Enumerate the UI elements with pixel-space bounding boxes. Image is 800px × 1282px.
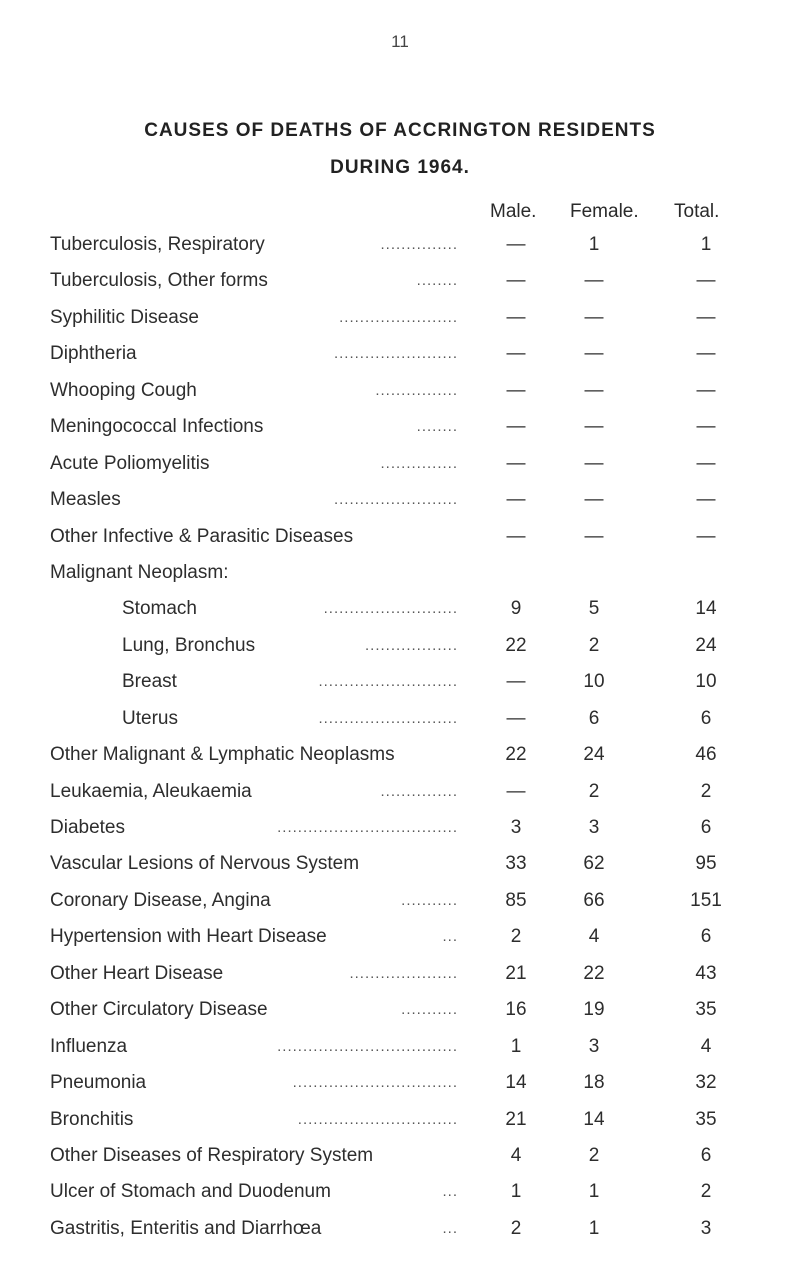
cause-label: Syphilitic Disease xyxy=(50,306,199,328)
male-count: — xyxy=(506,270,526,292)
table-row xyxy=(0,519,800,555)
column-header-row xyxy=(0,201,800,227)
male-count: 2 xyxy=(510,1217,522,1239)
cause-label: Uterus xyxy=(122,707,178,729)
dot-leader: ... xyxy=(442,1183,458,1201)
table-row xyxy=(0,810,800,846)
cause-label: Ulcer of Stomach and Duodenum xyxy=(50,1181,331,1203)
cause-label: Influenza xyxy=(50,1035,128,1057)
total-count: 14 xyxy=(695,598,717,620)
total-count: 1 xyxy=(700,234,712,255)
dot-leader: ................................... xyxy=(277,1037,458,1055)
table-row xyxy=(0,1065,800,1101)
table-row xyxy=(0,263,800,299)
female-count: 66 xyxy=(583,889,605,911)
total-count: — xyxy=(696,306,716,328)
male-count: 1 xyxy=(510,1035,522,1057)
table-row xyxy=(0,1102,800,1138)
table-row xyxy=(0,300,800,336)
total-count: 10 xyxy=(695,671,717,693)
male-count: — xyxy=(506,306,526,328)
female-count: — xyxy=(584,416,604,438)
table-row xyxy=(0,919,800,955)
female-count: 2 xyxy=(588,1144,600,1166)
total-count: — xyxy=(696,379,716,401)
cause-label: Whooping Cough xyxy=(50,379,197,401)
table-row xyxy=(0,336,800,372)
column-header-male: Male. xyxy=(490,201,537,222)
female-count: 1 xyxy=(588,1217,600,1239)
female-count: 22 xyxy=(583,962,605,984)
column-header-total: Total. xyxy=(674,201,720,222)
cause-label: Breast xyxy=(122,671,177,693)
total-count: — xyxy=(696,416,716,438)
table-row xyxy=(0,1029,800,1065)
cause-label: Diabetes xyxy=(50,817,125,838)
cause-label: Other Diseases of Respiratory System xyxy=(50,1144,374,1166)
total-count: 35 xyxy=(695,999,717,1021)
cause-label: Hypertension with Heart Disease xyxy=(50,926,327,948)
dot-leader: ............... xyxy=(380,236,458,253)
dot-leader: ..................... xyxy=(349,964,458,982)
cause-label: Measles xyxy=(50,489,121,511)
page-subtitle: DURING 1964. xyxy=(330,157,470,178)
table-row xyxy=(0,664,800,700)
male-count: 4 xyxy=(510,1144,522,1166)
table-row xyxy=(0,701,800,737)
male-count: — xyxy=(506,343,526,365)
total-count: 6 xyxy=(700,926,712,948)
total-count: 24 xyxy=(695,634,717,656)
female-count: 2 xyxy=(588,634,600,656)
female-count: — xyxy=(584,379,604,401)
cause-label: Meningococcal Infections xyxy=(50,416,264,438)
dot-leader: ................ xyxy=(375,381,458,399)
male-count: — xyxy=(506,489,526,511)
column-header-female: Female. xyxy=(570,201,639,222)
male-count: 16 xyxy=(505,999,527,1021)
male-count: 21 xyxy=(505,962,527,984)
page-title: CAUSES OF DEATHS OF ACCRINGTON RESIDENTS xyxy=(144,120,656,141)
female-count: 3 xyxy=(588,817,600,838)
dot-leader: ........................ xyxy=(333,491,458,509)
male-count: — xyxy=(506,525,526,547)
total-count: 43 xyxy=(695,962,717,984)
table-row xyxy=(0,227,800,263)
female-count: 10 xyxy=(583,671,605,693)
cause-label: Diphtheria xyxy=(50,343,137,365)
female-count: 1 xyxy=(588,234,600,255)
table-row xyxy=(0,555,800,591)
dot-leader: ............... xyxy=(380,782,458,800)
dot-leader: .......................... xyxy=(323,600,458,618)
dot-leader: ........................ xyxy=(333,345,458,363)
total-count: — xyxy=(696,270,716,292)
cause-label: Coronary Disease, Angina xyxy=(50,889,271,911)
female-count: 3 xyxy=(588,1035,600,1057)
male-count: — xyxy=(506,671,526,693)
cause-label: Gastritis, Enteritis and Diarrhœa xyxy=(50,1217,322,1239)
cause-label: Other Infective & Parasitic Diseases xyxy=(50,525,354,547)
cause-label: Malignant Neoplasm: xyxy=(50,561,229,583)
page-number: 11 xyxy=(391,32,409,51)
total-count: 6 xyxy=(700,707,712,729)
cause-label: Lung, Bronchus xyxy=(122,634,256,656)
total-count: 3 xyxy=(700,1217,712,1239)
cause-label: Leukaemia, Aleukaemia xyxy=(50,780,252,802)
cause-label: Other Circulatory Disease xyxy=(50,999,268,1021)
male-count: — xyxy=(506,379,526,401)
female-count: 14 xyxy=(583,1108,605,1130)
female-count: 19 xyxy=(583,999,605,1021)
male-count: 3 xyxy=(510,817,522,838)
dot-leader: ................................... xyxy=(277,819,458,836)
total-count: 6 xyxy=(700,817,712,838)
female-count: — xyxy=(584,452,604,474)
cause-label: Tuberculosis, Other forms xyxy=(50,270,268,292)
cause-label: Acute Poliomyelitis xyxy=(50,452,210,474)
dot-leader: ........ xyxy=(416,272,458,290)
cause-label: Tuberculosis, Respiratory xyxy=(50,234,265,255)
male-count: 33 xyxy=(505,853,527,875)
female-count: 1 xyxy=(588,1181,600,1203)
female-count: 2 xyxy=(588,780,600,802)
dot-leader: ........ xyxy=(416,418,458,436)
dot-leader: .................. xyxy=(364,636,458,654)
total-count: 35 xyxy=(695,1108,717,1130)
female-count: 18 xyxy=(583,1072,605,1094)
dot-leader: ............................... xyxy=(297,1110,458,1128)
male-count: 85 xyxy=(505,889,527,911)
table-row xyxy=(0,446,800,482)
female-count: — xyxy=(584,489,604,511)
table-row xyxy=(0,409,800,445)
dot-leader: ........... xyxy=(401,891,458,909)
table-row xyxy=(0,883,800,919)
table-row xyxy=(0,956,800,992)
dot-leader: ... xyxy=(442,928,458,946)
female-count: — xyxy=(584,270,604,292)
table-row xyxy=(0,846,800,882)
table-row xyxy=(0,1211,800,1247)
total-count: 2 xyxy=(700,780,712,802)
female-count: — xyxy=(584,525,604,547)
total-count: — xyxy=(696,525,716,547)
total-count: 46 xyxy=(695,744,717,766)
female-count: 62 xyxy=(583,853,605,875)
cause-label: Other Malignant & Lymphatic Neoplasms xyxy=(50,744,395,766)
dot-leader: ........................... xyxy=(318,673,458,691)
deaths-table xyxy=(0,227,800,1247)
female-count: 4 xyxy=(588,926,600,948)
female-count: 24 xyxy=(583,744,605,766)
male-count: 22 xyxy=(505,744,527,766)
dot-leader: ................................ xyxy=(292,1074,458,1092)
male-count: 14 xyxy=(505,1072,527,1094)
total-count: — xyxy=(696,452,716,474)
cause-label: Vascular Lesions of Nervous System xyxy=(50,853,360,875)
total-count: 32 xyxy=(695,1072,717,1094)
cause-label: Stomach xyxy=(122,598,197,620)
table-row xyxy=(0,591,800,627)
male-count: — xyxy=(506,452,526,474)
table-row xyxy=(0,992,800,1028)
female-count: 5 xyxy=(588,598,600,620)
total-count: — xyxy=(696,343,716,365)
dot-leader: ....................... xyxy=(339,308,458,326)
male-count: — xyxy=(506,707,526,729)
female-count: — xyxy=(584,343,604,365)
female-count: — xyxy=(584,306,604,328)
table-row xyxy=(0,1174,800,1210)
total-count: 4 xyxy=(700,1035,712,1057)
male-count: 1 xyxy=(510,1181,522,1203)
total-count: 2 xyxy=(700,1181,712,1203)
table-row xyxy=(0,373,800,409)
male-count: 22 xyxy=(505,634,527,656)
total-count: 151 xyxy=(690,889,722,911)
total-count: 6 xyxy=(700,1144,712,1166)
total-count: 95 xyxy=(695,853,717,875)
male-count: — xyxy=(506,416,526,438)
cause-label: Pneumonia xyxy=(50,1072,147,1094)
cause-label: Bronchitis xyxy=(50,1108,134,1130)
table-row xyxy=(0,482,800,518)
dot-leader: ... xyxy=(442,1219,458,1237)
male-count: — xyxy=(506,780,526,802)
total-count: — xyxy=(696,489,716,511)
male-count: — xyxy=(506,234,526,255)
table-row xyxy=(0,628,800,664)
dot-leader: ........................... xyxy=(318,709,458,727)
cause-label: Other Heart Disease xyxy=(50,962,224,984)
table-row xyxy=(0,1138,800,1174)
dot-leader: ........... xyxy=(401,1001,458,1019)
table-row xyxy=(0,737,800,773)
male-count: 9 xyxy=(510,598,522,620)
dot-leader: ............... xyxy=(380,454,458,472)
male-count: 21 xyxy=(505,1108,527,1130)
female-count: 6 xyxy=(588,707,600,729)
table-row xyxy=(0,774,800,810)
male-count: 2 xyxy=(510,926,522,948)
